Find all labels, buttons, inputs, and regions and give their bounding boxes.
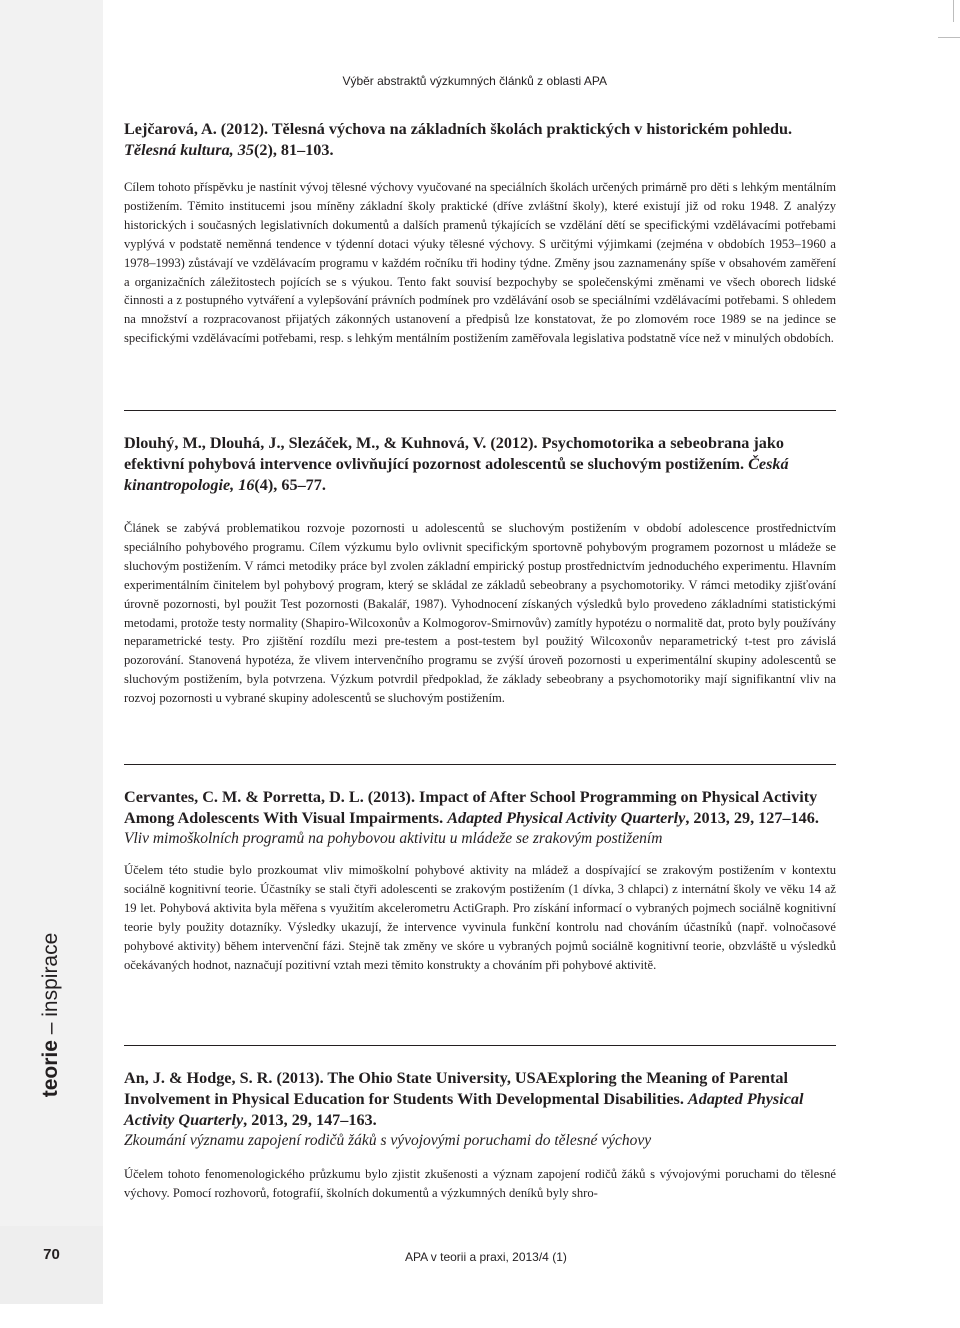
crop-mark [938, 37, 960, 38]
running-title [0, 74, 955, 88]
translated-title: Zkoumání významu zapojení rodičů žáků s vývojovými poruchami do tělesné výchovy [124, 1132, 652, 1149]
reference-issue: (4), 65–77. [254, 476, 326, 494]
page-number: 70 [43, 1246, 60, 1263]
section-label-light: inspirace [39, 932, 62, 1017]
reference-authors-title: Dlouhý, M., Dlouhá, J., Slezáček, M., & Kuhnová, V. (2012). Psychomotorika a sebeobrana jako efektivní pohybová intervence ovlivňující pozornost adolescentů se sluchovým postižením. [124, 434, 784, 473]
section-label-dash: – [39, 1016, 62, 1041]
reference-issue: (2), 81–103. [253, 141, 334, 159]
abstract-entry [124, 787, 836, 974]
reference [124, 787, 836, 829]
abstract-text: Cílem tohoto příspěvku je nastínit vývoj tělesné výchovy vyučované na speciálních školách určených primárně pro děti s lehkým mentálním postižením. Těmito institucemi jsou míněny základní školy praktické (dříve zvláštní školy), které existují již od roku 1948. Z analýzy historických i současných legislativních dokumentů a dalších pramenů týkajících se vzdělání dětí se specifickými vzdělávacími potřebami vyplývá v podstatě neměnná tendence v týdenní dotaci výuky tělesné výchovy. S určitými výjimkami (zejména v obdobích 1953–1960 a 1978–1993) zůstávají ve vzdělávacím programu v každém ročníku tři hodiny týdne. Změny jsou zaznamenány spíše v obsahovém zaměření a organizačních záležitostech pojících se s výukou. Tento fakt souvisí bezpochyby se společenskými změnami ve všech oborech lidské činnosti a z postupného vytváření a vylepšování právních podmínek pro vzdělávání osob se speciálními vzdělávacími potřebami. S ohledem na množství a rozpracovanost přijatých zákonných ustanovení a předpisů lze konstatovat, že po zlomovém roce 1989 se na jedince se specifickými vzdělávacími potřebami, resp. s lehkým mentálním postižením zaměřovala legislativa podstatně více než v minulých obdobích. [124, 180, 836, 346]
separator-line [124, 764, 836, 765]
separator-line [124, 410, 836, 411]
running-title-text: Výběr abstraktů výzkumných článků z oblasti APA [342, 74, 607, 88]
abstract-entry [124, 119, 836, 348]
abstract-text: Účelem tohoto fenomenologického průzkumu bylo zjistit zkušenosti a význam zapojení rodičů žáků s vývojovými poruchami do tělesné výchovy. Pomocí rozhovorů, fotografií, školních dokumentů a výzkumných deníků byly shro- [124, 1167, 836, 1200]
reference-journal: Tělesná kultura, 35 [124, 141, 254, 159]
abstract-entry [124, 433, 836, 708]
reference-journal: Adapted Physical Activity Quarterly [124, 1090, 804, 1129]
reference-journal: Adapted Physical Activity Quarterly [447, 809, 686, 827]
translated-title: Vliv mimoškolních programů na pohybovou aktivitu u mládeže se zrakovým postižením [124, 830, 663, 847]
page-number-box [0, 1226, 103, 1304]
abstract-text: Článek se zabývá problematikou rozvoje pozornosti u adolescentů se sluchovým postižením v období adolescence prostřednictvím speciálního pohybového programu. Cílem výzkumu bylo ovlivnit specifickým sportovně pohybovým programem pozornost u mládeže se sluchovým postižením. V rámci metodiky práce byl zvolen základní empirický postup prostřednictvím jednoduchého experimentu. Hlavním experimentálním činitelem byl pohybový program, který se skládal ze základů sebeobrany a psychomotoriky. V rámci metodiky zjišťování úrovně pozornosti, byl použit Test pozornosti (Bakalář, 1987). Vyhodnocení získaných výsledků bylo provedeno základními statistickými metodami, protože testy normality (Shapiro-Wilcoxonův a Kolmogorov-Smirnovův) zamítly hypotézu o normalitě dat, proto byly používány neparametrické testy. Pro zjištění rozdílu mezi pre-testem a post-testem byl použitý Wilcoxonův neparametrický t-test pro závislá pozorování. Stanovená hypotéza, že vlivem intervenčního programu se zvýší úroveň pozornosti u experimentální skupiny adolescentů se sluchovým postižením, byla potvrzena. Výzkum potvrdil předpoklad, že základy sebeobrany a psychomotoriky mají signifikantní vliv na rozvoj pozornosti u vybrané skupiny adolescentů se sluchovým postižením. [124, 521, 836, 706]
abstract-text: Účelem této studie bylo prozkoumat vliv mimoškolní pohybové aktivity na mládež a dospívající se zrakovým postižením v kontextu sociálně kognitivní teorie. Účastníky se stali čtyři adolescenti se zrakovým postižením (1 dívka, 3 chlapci) z internátní školy ve věku 14 až 19 let. Pohybová aktivita byla měřena s využitím akcelerometru ActiGraph. Pro získání informací o vybraných pojmech sociálně kognitivní teorie byly použity dotazníky. Výsledky ukazují, že intervence vyvinula funkční kontrolu nad chováním účastníků (např. volnočasové pohybové aktivity) během intervenční fázi. Stejně tak změny ve skóre u vybraných pojmů sociálně kognitivní teorie, obzvláště u výsledků očekávaných hodnot, naznačují pozitivní vztah mezi těmito konstrukty a chováním při pohybové aktivitě. [124, 863, 836, 972]
reference-authors-title: An, J. & Hodge, S. R. (2013). The Ohio State University, USAExploring the Meaning of Parental Involvement in Physical Education for Students With Developmental Disabilities. [124, 1069, 789, 1108]
crop-mark [953, 0, 954, 22]
reference-authors-title: Cervantes, C. M. & Porretta, D. L. (2013). Impact of After School Programming on Physical Activity Among Adolescents With Visual Impairments. [124, 788, 818, 827]
reference-authors-title: Lejčarová, A. (2012). Tělesná výchova na základních školách praktických v historickém pohledu. [124, 120, 793, 138]
reference [124, 433, 836, 496]
sidebar-tab [0, 0, 103, 1304]
footer-citation: APA v teorii a praxi, 2013/4 (1) [405, 1250, 567, 1264]
abstract-entry [124, 1068, 836, 1203]
section-label-bold: teorie [39, 1040, 62, 1098]
section-label [39, 933, 63, 1098]
separator-line [124, 1045, 836, 1046]
reference-journal: Česká kinantropologie, 16 [124, 455, 789, 494]
reference [124, 119, 836, 161]
reference [124, 1068, 836, 1131]
reference-issue: , 2013, 29, 147–163. [243, 1111, 377, 1129]
reference-issue: , 2013, 29, 127–146. [685, 809, 819, 827]
